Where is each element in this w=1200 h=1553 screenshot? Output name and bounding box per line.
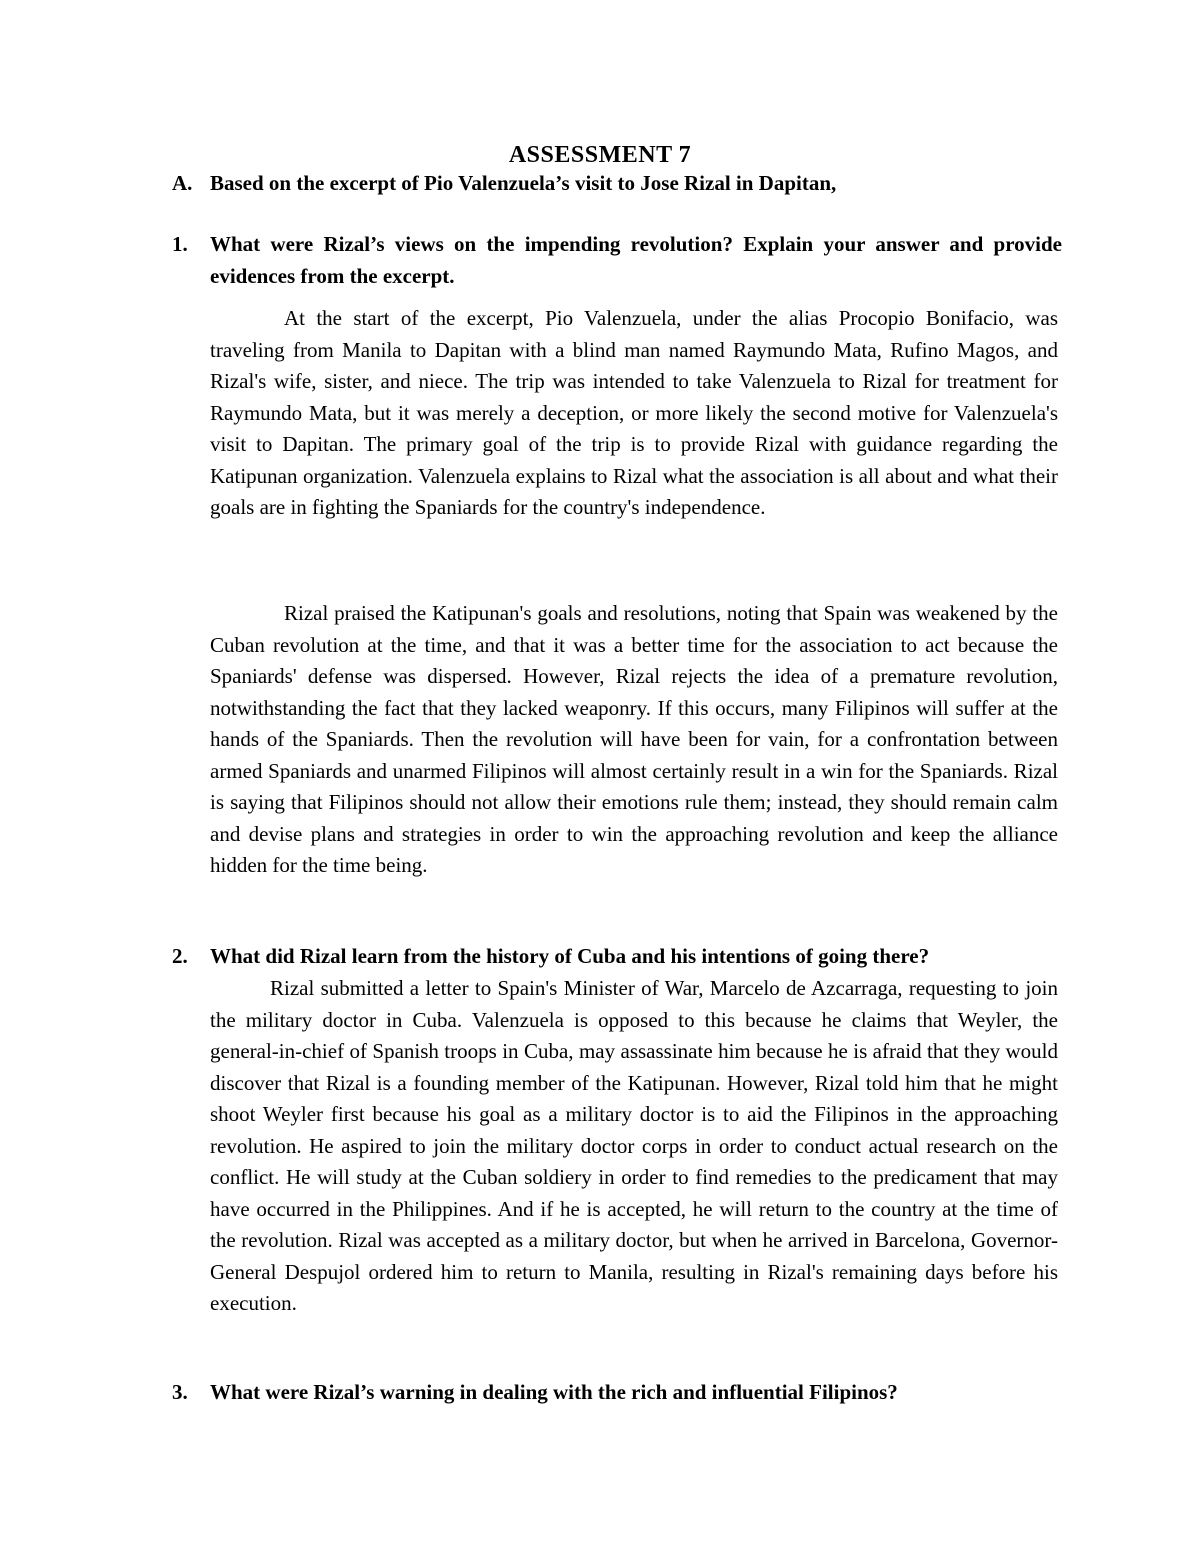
section-a-marker: A. <box>172 171 193 195</box>
answer-1-paragraph-1: At the start of the excerpt, Pio Valenzuela, under the alias Procopio Bonifacio, was traveling from Manila to Dapitan with a blind man named Raymundo Mata, Rufino Magos, and Rizal's wife, sister, and niece. The trip was intended to take Valenzuela to Rizal for treatment for Raymundo Mata, but it was merely a deception, or more likely the second motive for Valenzuela's visit to Dapitan. The primary goal of the trip is to provide Rizal with guidance regarding the Katipunan organization. Valenzuela explains to Rizal what the association is all about and what their goals are in fighting the Spaniards for the country's independence. <box>210 306 1058 519</box>
question-2 <box>172 941 1062 973</box>
question-3-marker: 3. <box>172 1380 188 1404</box>
question-3-text: What were Rizal’s warning in dealing with the rich and influential Filipinos? <box>210 1380 898 1404</box>
section-a-text: Based on the excerpt of Pio Valenzuela’s visit to Jose Rizal in Dapitan, <box>210 171 837 195</box>
question-1 <box>172 229 1062 292</box>
answer-2-paragraph-1: Rizal submitted a letter to Spain's Minister of War, Marcelo de Azcarraga, requesting to join the military doctor in Cuba. Valenzuela is opposed to this because he claims that Weyler, the general-in-chief of Spanish troops in Cuba, may assassinate him because he is afraid that they would discover that Rizal is a founding member of the Katipunan. However, Rizal told him that he might shoot Weyler first because his goal as a military doctor is to aid the Filipinos in the approaching revolution. He aspired to join the military doctor corps in order to conduct actual research on the conflict. He will study at the Cuban soldiery in order to find remedies to the predicament that may have occurred in the Philippines. And if he is accepted, he will return to the country at the time of the revolution. Rizal was accepted as a military doctor, but when he arrived in Barcelona, Governor-General Despujol ordered him to return to Manila, resulting in Rizal's remaining days before his execution. <box>210 976 1058 1315</box>
section-a-heading <box>172 168 1062 200</box>
question-2-text: What did Rizal learn from the history of Cuba and his intentions of going there? <box>210 944 930 968</box>
question-3 <box>172 1377 1062 1409</box>
question-1-marker: 1. <box>172 232 188 256</box>
answer-1-paragraph-2: Rizal praised the Katipunan's goals and resolutions, noting that Spain was weakened by the Cuban revolution at the time, and that it was a better time for the association to act because the Spaniards' defense was dispersed. However, Rizal rejects the idea of a premature revolution, notwithstanding the fact that they lacked weaponry. If this occurs, many Filipinos will suffer at the hands of the Spaniards. Then the revolution will have been for vain, for a confrontation between armed Spaniards and unarmed Filipinos will almost certainly result in a win for the Spaniards. Rizal is saying that Filipinos should not allow their emotions rule them; instead, they should remain calm and devise plans and strategies in order to win the approaching revolution and keep the alliance hidden for the time being. <box>210 601 1058 877</box>
document-title: ASSESSMENT 7 <box>508 142 692 168</box>
question-2-marker: 2. <box>172 944 188 968</box>
question-1-text: What were Rizal’s views on the impending revolution? Explain your answer and provide evidences from the excerpt. <box>210 232 1062 288</box>
